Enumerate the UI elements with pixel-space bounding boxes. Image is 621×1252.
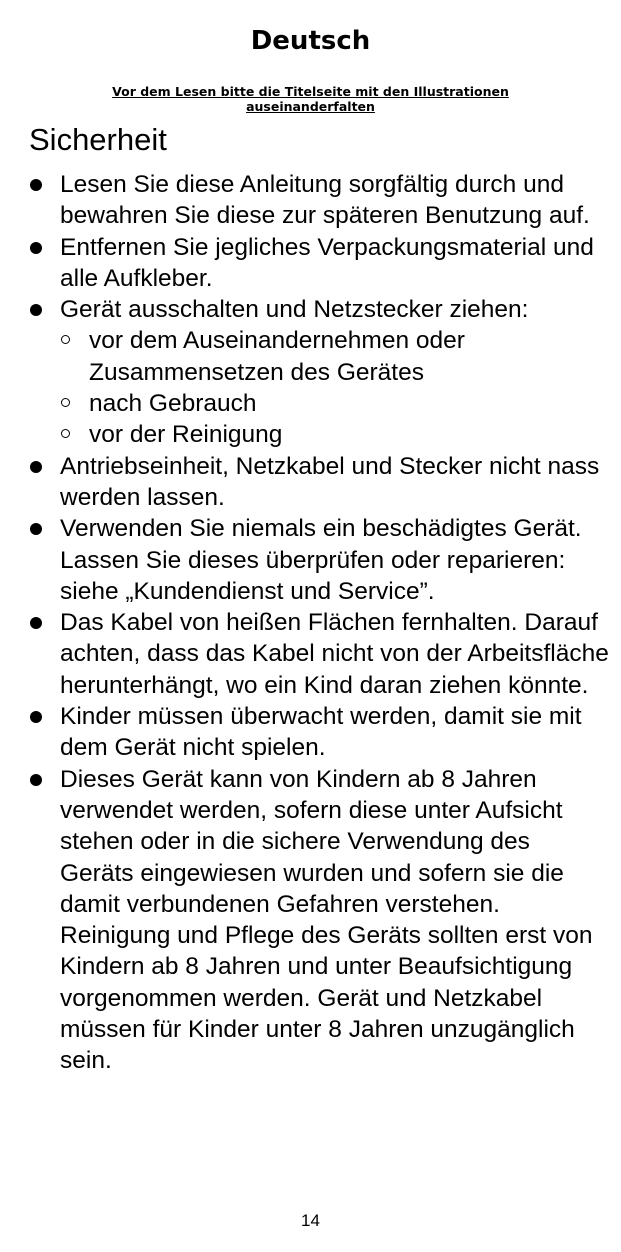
bullet-icon (30, 304, 42, 316)
bullet-icon (30, 711, 42, 723)
safety-item-text: Gerät ausschalten und Netzstecker ziehen: (60, 296, 529, 324)
foldout-notice: Vor dem Lesen bitte die Titelseite mit den Illustrationen auseinanderfalten (112, 84, 509, 114)
section-title: Sicherheit (29, 122, 167, 157)
circle-bullet-icon (61, 398, 70, 407)
circle-bullet-icon (61, 429, 70, 438)
safety-subitem-text: nach Gebrauch (89, 390, 257, 418)
bullet-icon (30, 461, 42, 473)
safety-item-text: Verwenden Sie niemals ein beschädigtes Gerät. Lassen Sie dieses überprüfen oder reparieren: siehe „Kundendienst und Service”. (60, 515, 582, 605)
safety-list (29, 169, 609, 1077)
safety-item-text: Antriebseinheit, Netzkabel und Stecker nicht nass werden lassen. (60, 452, 600, 511)
safety-subitem-text: vor dem Auseinandernehmen oder Zusammensetzen des Gerätes (89, 327, 465, 386)
safety-item (29, 607, 609, 701)
safety-subitem (60, 325, 609, 388)
safety-item-text: Das Kabel von heißen Flächen fernhalten. Darauf achten, dass das Kabel nicht von der Arbeitsfläche herunterhängt, wo ein Kind daran ziehen könnte. (60, 609, 609, 699)
safety-item-text: Dieses Gerät kann von Kindern ab 8 Jahren verwendet werden, sofern diese unter Aufsicht stehen oder in die sichere Verwendung des Geräts eingewiesen wurden und sofern sie die damit verbundenen Gefahren verstehen. Reinigung und Pflege des Geräts sollten erst von Kindern ab 8 Jahren und unter Beaufsichtigung vorgenommen werden. Gerät und Netzkabel müssen für Kinder unter 8 Jahren unzugänglich sein. (60, 765, 593, 1075)
language-heading: Deutsch (250, 26, 371, 56)
safety-item-text: Lesen Sie diese Anleitung sorgfältig durch und bewahren Sie diese zur späteren Benutzung auf. (60, 171, 590, 230)
safety-subitem (60, 419, 609, 450)
safety-item (29, 232, 609, 295)
circle-bullet-icon (61, 335, 70, 344)
bullet-icon (30, 242, 42, 254)
safety-sublist (60, 325, 609, 450)
safety-item-text: Entfernen Sie jegliches Verpackungsmaterial und alle Aufkleber. (60, 233, 594, 292)
safety-subitem (60, 388, 609, 419)
safety-item (29, 764, 609, 1077)
bullet-icon (30, 617, 42, 629)
safety-item (29, 513, 609, 607)
safety-item (29, 169, 609, 232)
page-number: 14 (301, 1211, 320, 1230)
safety-item (29, 451, 609, 514)
safety-item (29, 701, 609, 764)
safety-subitem-text: vor der Reinigung (89, 421, 283, 449)
bullet-icon (30, 523, 42, 535)
safety-item-text: Kinder müssen überwacht werden, damit sie mit dem Gerät nicht spielen. (60, 703, 582, 762)
bullet-icon (30, 774, 42, 786)
bullet-icon (30, 179, 42, 191)
safety-item (29, 294, 609, 450)
